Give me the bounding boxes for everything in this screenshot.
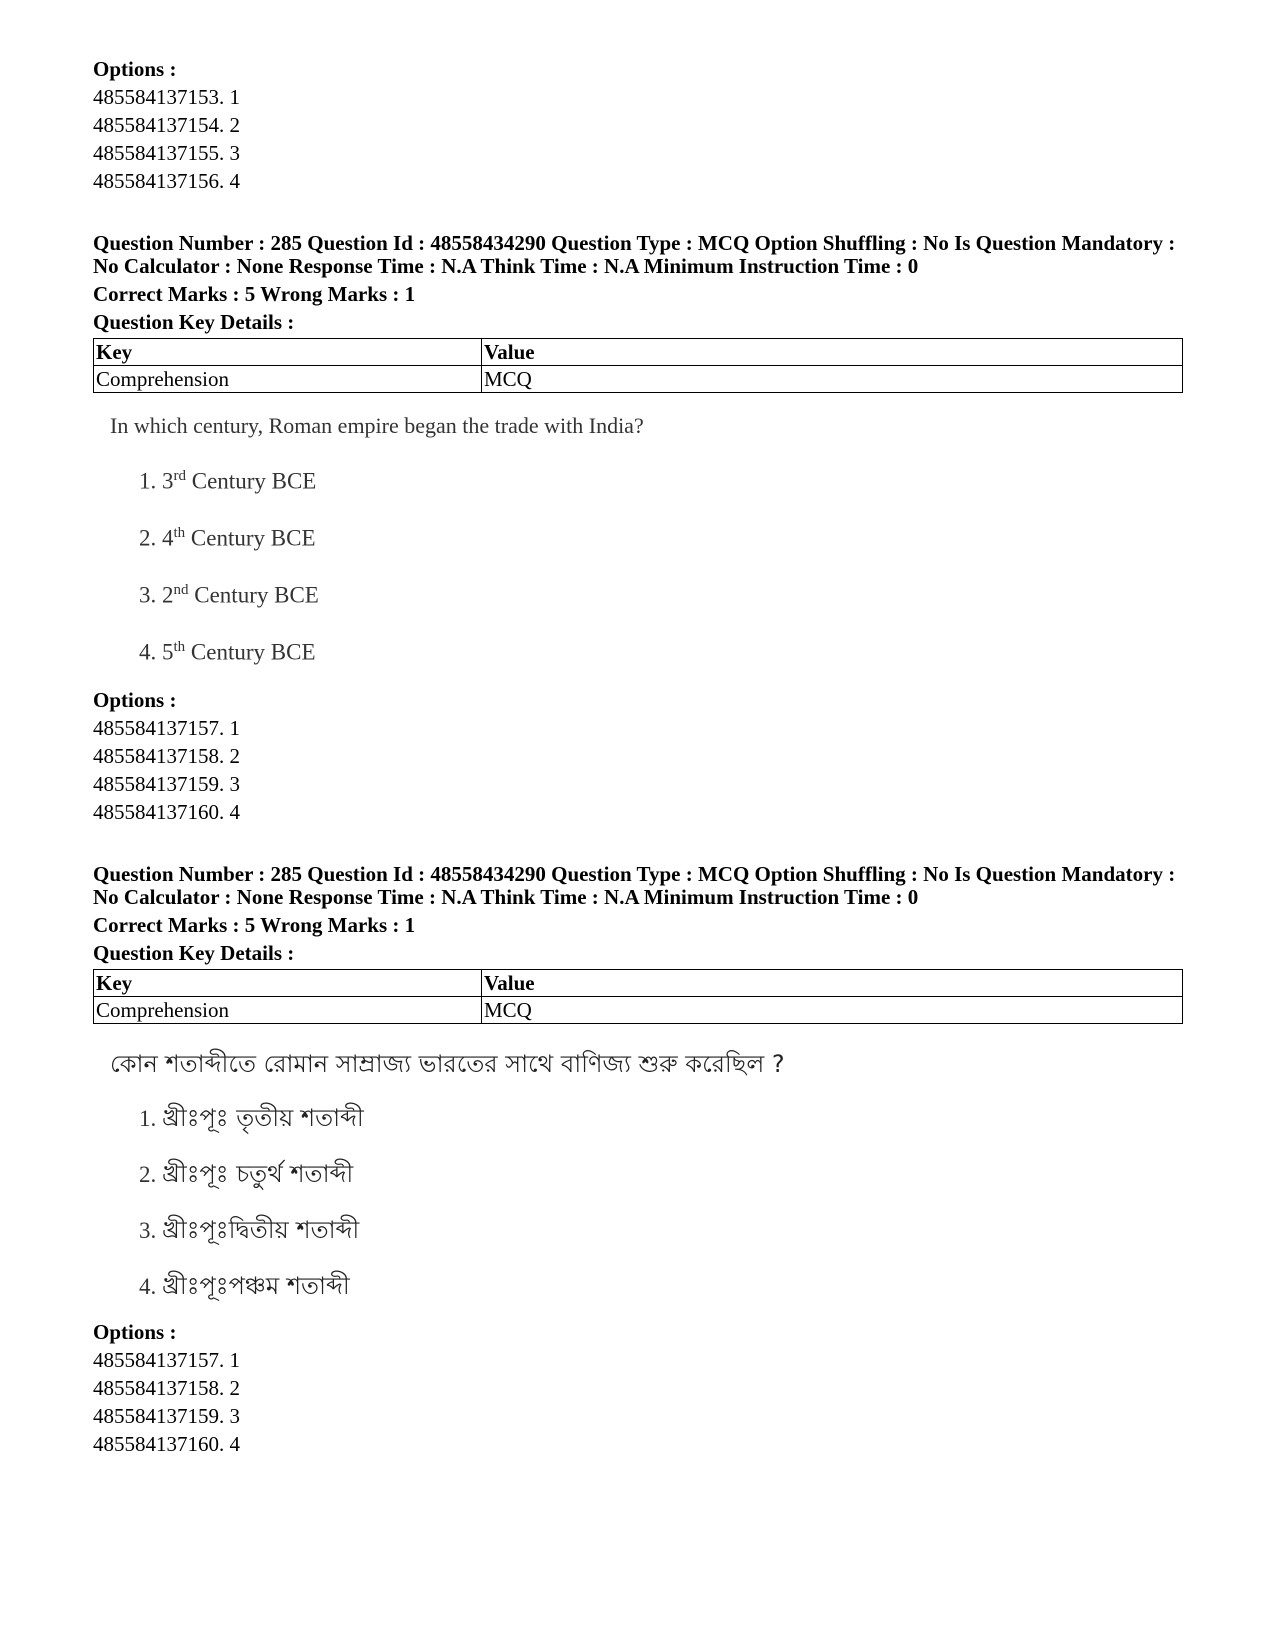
question-choice <box>139 525 316 552</box>
choice-number: 2. 4 <box>139 525 174 551</box>
option-item: 485584137159. 3 <box>93 772 240 796</box>
option-item: 485584137160. 4 <box>93 1432 240 1456</box>
question-choice <box>139 639 316 666</box>
choice-number: 1. 3 <box>139 468 174 494</box>
option-item: 485584137158. 2 <box>93 744 240 768</box>
table-row <box>94 366 1183 393</box>
table-cell-value: MCQ <box>482 366 1183 393</box>
options-label: Options : <box>93 57 177 81</box>
question-choice <box>139 468 316 495</box>
choice-text: খ্রীঃপূঃদ্বিতীয় শতাব্দী <box>162 1216 360 1244</box>
choice-text: Century BCE <box>186 468 317 494</box>
table-header-key: Key <box>94 339 482 366</box>
option-item: 485584137156. 4 <box>93 169 240 193</box>
option-item: 485584137157. 1 <box>93 1348 240 1372</box>
question-header-line1: Question Number : 285 Question Id : 48558434290 Question Type : MCQ Option Shuffling : No Is Question Mandatory : <box>93 231 1176 255</box>
table-cell-value: MCQ <box>482 997 1183 1024</box>
choice-text: খ্রীঃপূঃ তৃতীয় শতাব্দী <box>162 1104 364 1132</box>
choice-number: 4. 5 <box>139 639 174 665</box>
question-text: কোন শতাব্দীতে রোমান সাম্রাজ্য ভারতের সাথে বাণিজ্য শুরু করেছিল ? <box>110 1050 785 1078</box>
question-marks: Correct Marks : 5 Wrong Marks : 1 <box>93 282 416 306</box>
choice-text: খ্রীঃপূঃ চতুর্থ শতাব্দী <box>162 1160 354 1188</box>
question-choice <box>139 582 319 609</box>
options-label: Options : <box>93 688 177 712</box>
key-value-table <box>93 969 1183 1024</box>
question-key-details-label: Question Key Details : <box>93 310 295 334</box>
table-header-key: Key <box>94 970 482 997</box>
choice-superscript: rd <box>173 468 186 484</box>
question-image <box>93 1040 1183 1315</box>
options-label: Options : <box>93 1320 177 1344</box>
choice-number: 3. <box>139 1218 162 1243</box>
option-item: 485584137159. 3 <box>93 1404 240 1428</box>
question-choice <box>139 1156 353 1196</box>
choice-text: Century BCE <box>185 525 316 551</box>
option-item: 485584137157. 1 <box>93 716 240 740</box>
table-header-value: Value <box>482 970 1183 997</box>
choice-superscript: th <box>173 639 186 655</box>
table-cell-key: Comprehension <box>94 366 482 393</box>
option-item: 485584137154. 2 <box>93 113 240 137</box>
question-choice <box>139 1212 359 1252</box>
choice-text: Century BCE <box>185 639 316 665</box>
option-item: 485584137158. 2 <box>93 1376 240 1400</box>
question-key-details-label: Question Key Details : <box>93 941 295 965</box>
choice-number: 4. <box>139 1274 162 1299</box>
table-header-value: Value <box>482 339 1183 366</box>
question-choice <box>139 1268 350 1308</box>
choice-number: 3. 2 <box>139 582 174 608</box>
choice-superscript: th <box>173 525 186 541</box>
question-header-line2: No Calculator : None Response Time : N.A Think Time : N.A Minimum Instruction Time : 0 <box>93 885 919 909</box>
question-image <box>93 410 1183 680</box>
choice-text: Century BCE <box>188 582 319 608</box>
key-value-table <box>93 338 1183 393</box>
question-choice <box>139 1100 364 1140</box>
choice-number: 1. <box>139 1106 162 1131</box>
choice-number: 2. <box>139 1162 162 1187</box>
question-marks: Correct Marks : 5 Wrong Marks : 1 <box>93 913 416 937</box>
question-text: In which century, Roman empire began the trade with India? <box>110 413 644 438</box>
table-header-row <box>94 970 1183 997</box>
table-header-row <box>94 339 1183 366</box>
question-header-line1: Question Number : 285 Question Id : 48558434290 Question Type : MCQ Option Shuffling : No Is Question Mandatory : <box>93 862 1176 886</box>
option-item: 485584137160. 4 <box>93 800 240 824</box>
question-header-line2: No Calculator : None Response Time : N.A Think Time : N.A Minimum Instruction Time : 0 <box>93 254 919 278</box>
choice-superscript: nd <box>173 582 189 598</box>
table-row <box>94 997 1183 1024</box>
choice-text: খ্রীঃপূঃপঞ্চম শতাব্দী <box>162 1272 350 1300</box>
option-item: 485584137153. 1 <box>93 85 240 109</box>
option-item: 485584137155. 3 <box>93 141 240 165</box>
table-cell-key: Comprehension <box>94 997 482 1024</box>
